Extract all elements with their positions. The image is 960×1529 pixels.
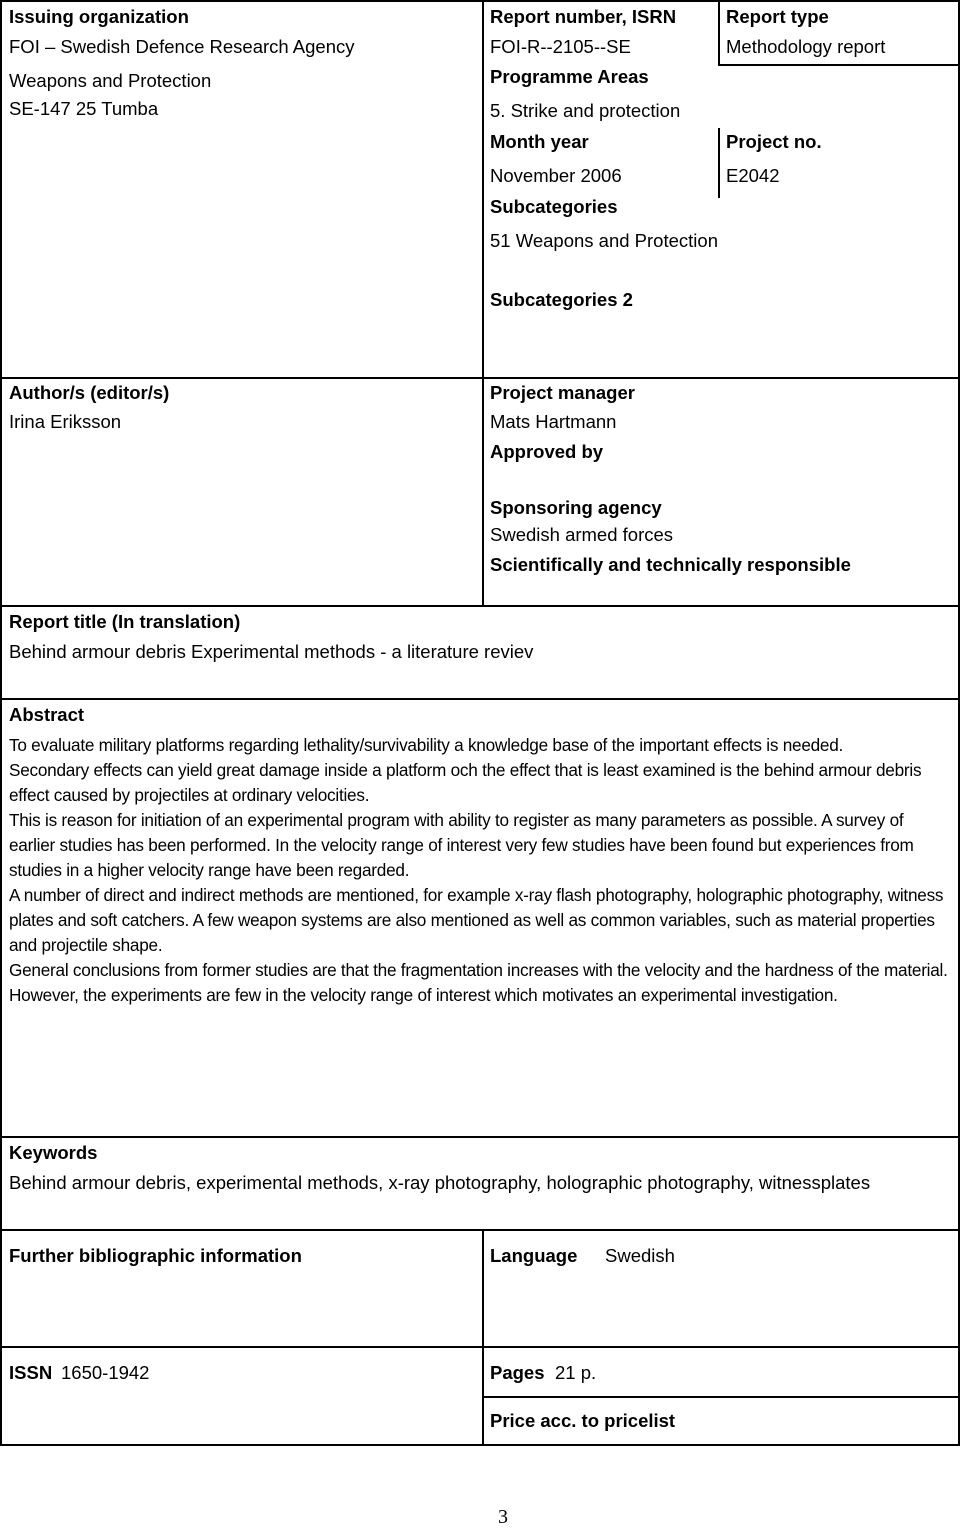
scientifically-responsible-label: Scientifically and technically responsible [490,554,851,575]
issn-label: ISSN [9,1362,53,1383]
report-number-label: Report number, ISRN [490,6,677,27]
project-no-label: Project no. [726,131,822,152]
report-type-label: Report type [726,6,829,27]
issuing-org-line1: FOI – Swedish Defence Research Agency [9,36,355,57]
rule-above-price [482,1396,960,1398]
language-value: Swedish [605,1245,675,1266]
rule-col-divider-top [482,0,484,379]
month-year-label: Month year [490,131,589,152]
rule-above-authors [0,377,960,379]
abstract-paragraph: Secondary effects can yield great damage inside a platform och the effect that is least examined is the behind armour debris effect caused by projectiles at ordinary velocities. [9,760,922,805]
abstract-body [9,733,949,1008]
report-type-value: Methodology report [726,36,886,57]
rule-col-divider-authors [482,377,484,607]
report-title-value: Behind armour debris Experimental methods - a literature reviev [9,641,534,662]
programme-areas-label: Programme Areas [490,66,649,87]
rule-above-keywords [0,1136,960,1138]
pages-value: 21 p. [555,1362,597,1383]
rule-col-divider-projectno [718,128,720,198]
subcategories-value: 51 Weapons and Protection [490,230,718,251]
authors-value: Irina Eriksson [9,411,122,432]
report-number-value: FOI-R--2105--SE [490,36,631,57]
pages-label: Pages [490,1362,545,1383]
rule-above-report-title [0,605,960,607]
abstract-label: Abstract [9,704,85,725]
rule-above-bibliographic [0,1229,960,1231]
keywords-value: Behind armour debris, experimental methods, x-ray photography, holographic photography, witnessplates [9,1172,871,1193]
rule-col-divider-reporttype [718,0,720,66]
abstract-paragraph: To evaluate military platforms regarding lethality/survivability a knowledge base of the important effects is needed. [9,735,844,755]
abstract-paragraph: A number of direct and indirect methods are mentioned, for example x-ray flash photography, holographic photography, witness plates and soft catchers. A few weapon systems are also mentioned as well as common variables, such as material properties and projectile shape. [9,885,944,955]
project-no-value: E2042 [726,165,780,186]
bibliographic-label: Further bibliographic information [9,1245,302,1266]
rule-top [0,0,960,2]
programme-areas-value: 5. Strike and protection [490,100,681,121]
keywords-label: Keywords [9,1142,98,1163]
authors-label: Author/s (editor/s) [9,382,170,403]
issuing-org-line2: Weapons and Protection [9,70,212,91]
rule-bottom [0,1444,960,1446]
rule-col-divider-issn [482,1346,484,1446]
sponsoring-agency-label: Sponsoring agency [490,497,662,518]
report-title-label: Report title (In translation) [9,611,241,632]
page-number: 3 [498,1506,508,1528]
issuing-org-label: Issuing organization [9,6,189,27]
subcategories-label: Subcategories [490,196,618,217]
issuing-org-line3: SE-147 25 Tumba [9,98,159,119]
rule-above-issn [0,1346,960,1348]
approved-by-label: Approved by [490,441,604,462]
project-manager-label: Project manager [490,382,635,403]
issn-value: 1650-1942 [61,1362,150,1383]
abstract-paragraph: General conclusions from former studies are that the fragmentation increases with the velocity and the hardness of the material. However, the experiments are few in the velocity range of interest which motivates an experimental investigation. [9,960,948,1005]
project-manager-value: Mats Hartmann [490,411,617,432]
rule-col-divider-bibliographic [482,1229,484,1348]
rule-under-report-type [718,64,960,66]
abstract-paragraph: This is reason for initiation of an experimental program with ability to register as many parameters as possible. A survey of earlier studies has been performed. In the velocity range of interest very few studies have been found but experiences from studies in a higher velocity range have been regarded. [9,810,914,880]
month-year-value: November 2006 [490,165,622,186]
rule-above-abstract [0,698,960,700]
price-label: Price acc. to pricelist [490,1410,676,1431]
language-label: Language [490,1245,578,1266]
sponsoring-agency-value: Swedish armed forces [490,524,674,545]
subcategories2-label: Subcategories 2 [490,289,633,310]
